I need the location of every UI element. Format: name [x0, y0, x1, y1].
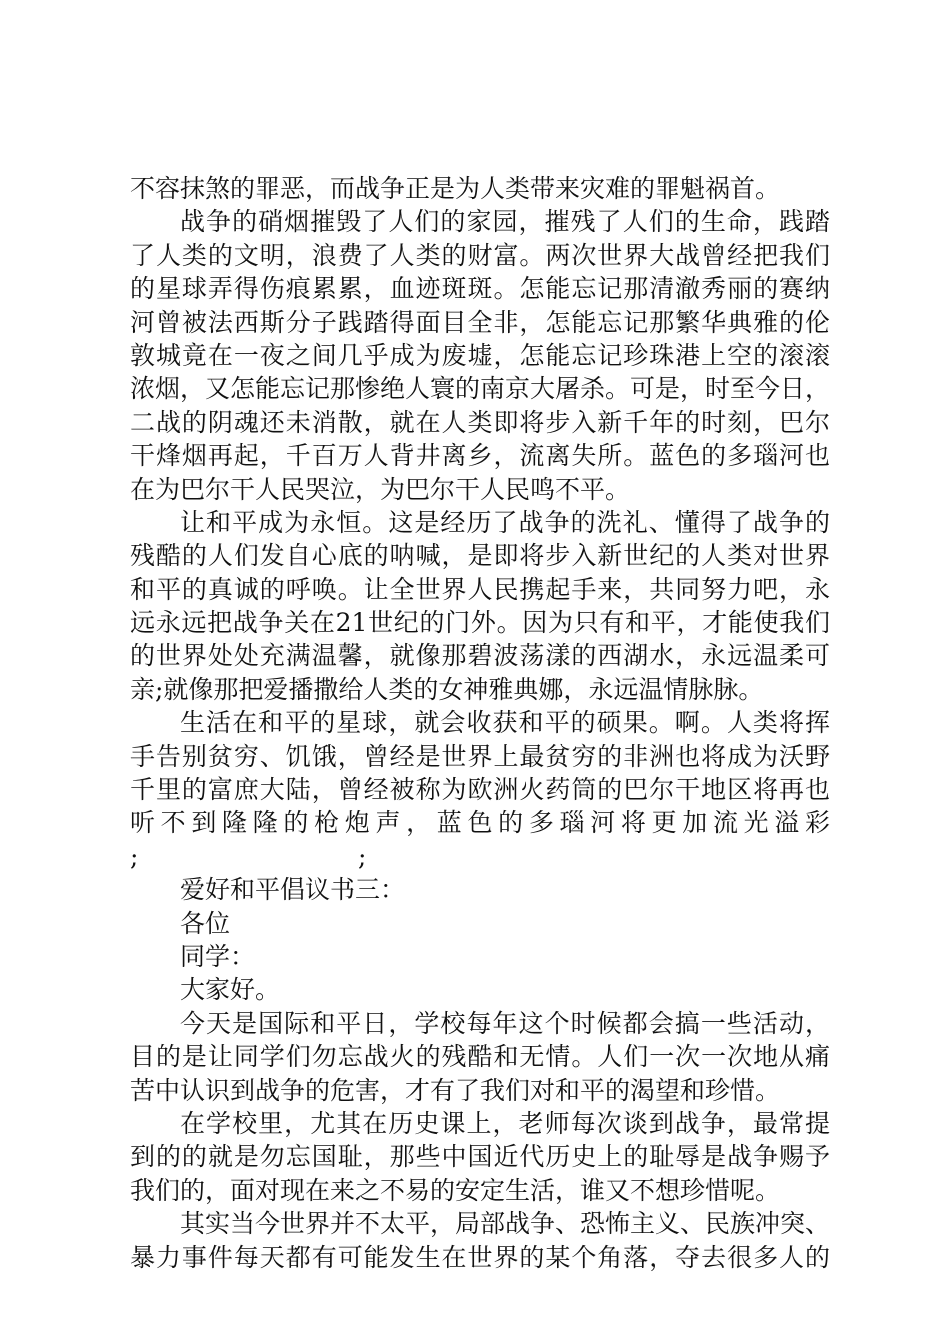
text-line: 千里的富庶大陆，曾经被称为欧洲火药筒的巴尔干地区将再也 [130, 775, 830, 805]
text-line: 和平的真诚的呼唤。让全世界人民携起手来，共同努力吧，永 [130, 574, 830, 604]
text-line: 我们的，面对现在来之不易的安定生活，谁又不想珍惜呢。 [130, 1175, 781, 1205]
semicolon-mark: ; [358, 841, 367, 871]
text-line: 暴力事件每天都有可能发生在世界的某个角落，夺去很多人的 [130, 1242, 830, 1272]
salutation-line: 各位 [180, 908, 231, 938]
text-line: 不容抹煞的罪恶，而战争正是为人类带来灾难的罪魁祸首。 [130, 174, 781, 203]
semicolon-line [130, 840, 830, 873]
paragraph-first-line: 战争的硝烟摧毁了人们的家园，摧残了人们的生命，践踏 [180, 207, 830, 237]
text-line: 在为巴尔干人民哭泣，为巴尔干人民鸣不平。 [130, 474, 631, 504]
text-line: 二战的阴魂还未消散，就在人类即将步入新千年的时刻，巴尔 [130, 407, 830, 437]
text-line: 目的是让同学们勿忘战火的残酷和无情。人们一次一次地从痛 [130, 1042, 830, 1072]
text-line: 的世界处处充满温馨，就像那碧波荡漾的西湖水，永远温柔可 [130, 641, 830, 671]
semicolon-mark: ; [130, 841, 139, 871]
text-line: 听不到隆隆的枪炮声，蓝色的多瑙河将更加流光溢彩 [130, 808, 830, 838]
text-line: 干烽烟再起，千百万人背井离乡，流离失所。蓝色的多瑙河也 [130, 441, 830, 471]
document-body [130, 172, 830, 1274]
text-line: 苦中认识到战争的危害，才有了我们对和平的渴望和珍惜。 [130, 1075, 781, 1105]
greeting-line: 大家好。 [180, 975, 281, 1005]
text-line: 浓烟，又怎能忘记那惨绝人寰的南京大屠杀。可是，时至今日， [130, 374, 831, 404]
text-line: 远永远把战争关在21世纪的门外。因为只有和平，才能使我们 [130, 608, 830, 638]
text-line: 手告别贫穷、饥饿，曾经是世界上最贫穷的非洲也将成为沃野 [130, 741, 830, 771]
paragraph-first-line: 在学校里，尤其在历史课上，老师每次谈到战争，最常提 [180, 1108, 830, 1138]
paragraph-first-line: 让和平成为永恒。这是经历了战争的洗礼、懂得了战争的 [180, 507, 830, 537]
text-line: 到的的就是勿忘国耻，那些中国近代历史上的耻辱是战争赐予 [130, 1142, 830, 1172]
text-line: 了人类的文明，浪费了人类的财富。两次世界大战曾经把我们 [130, 240, 830, 270]
paragraph-first-line: 今天是国际和平日，学校每年这个时候都会搞一些活动， [180, 1008, 830, 1038]
text-line: 河曾被法西斯分子践踏得面目全非，怎能忘记那繁华典雅的伦 [130, 307, 830, 337]
section-heading: 爱好和平倡议书三： [180, 875, 406, 905]
text-line: 亲;就像那把爱播撒给人类的女神雅典娜，永远温情脉脉。 [130, 674, 764, 704]
paragraph-first-line: 其实当今世界并不太平，局部战争、恐怖主义、民族冲突、 [180, 1209, 831, 1239]
text-line: 的星球弄得伤痕累累，血迹斑斑。怎能忘记那清澈秀丽的赛纳 [130, 274, 830, 304]
salutation-line: 同学： [180, 941, 256, 971]
text-line: 残酷的人们发自心底的呐喊，是即将步入新世纪的人类对世界 [130, 541, 830, 571]
text-line: 敦城竟在一夜之间几乎成为废墟，怎能忘记珍珠港上空的滚滚 [130, 340, 830, 370]
paragraph-first-line: 生活在和平的星球，就会收获和平的硕果。啊。人类将挥 [180, 708, 830, 738]
